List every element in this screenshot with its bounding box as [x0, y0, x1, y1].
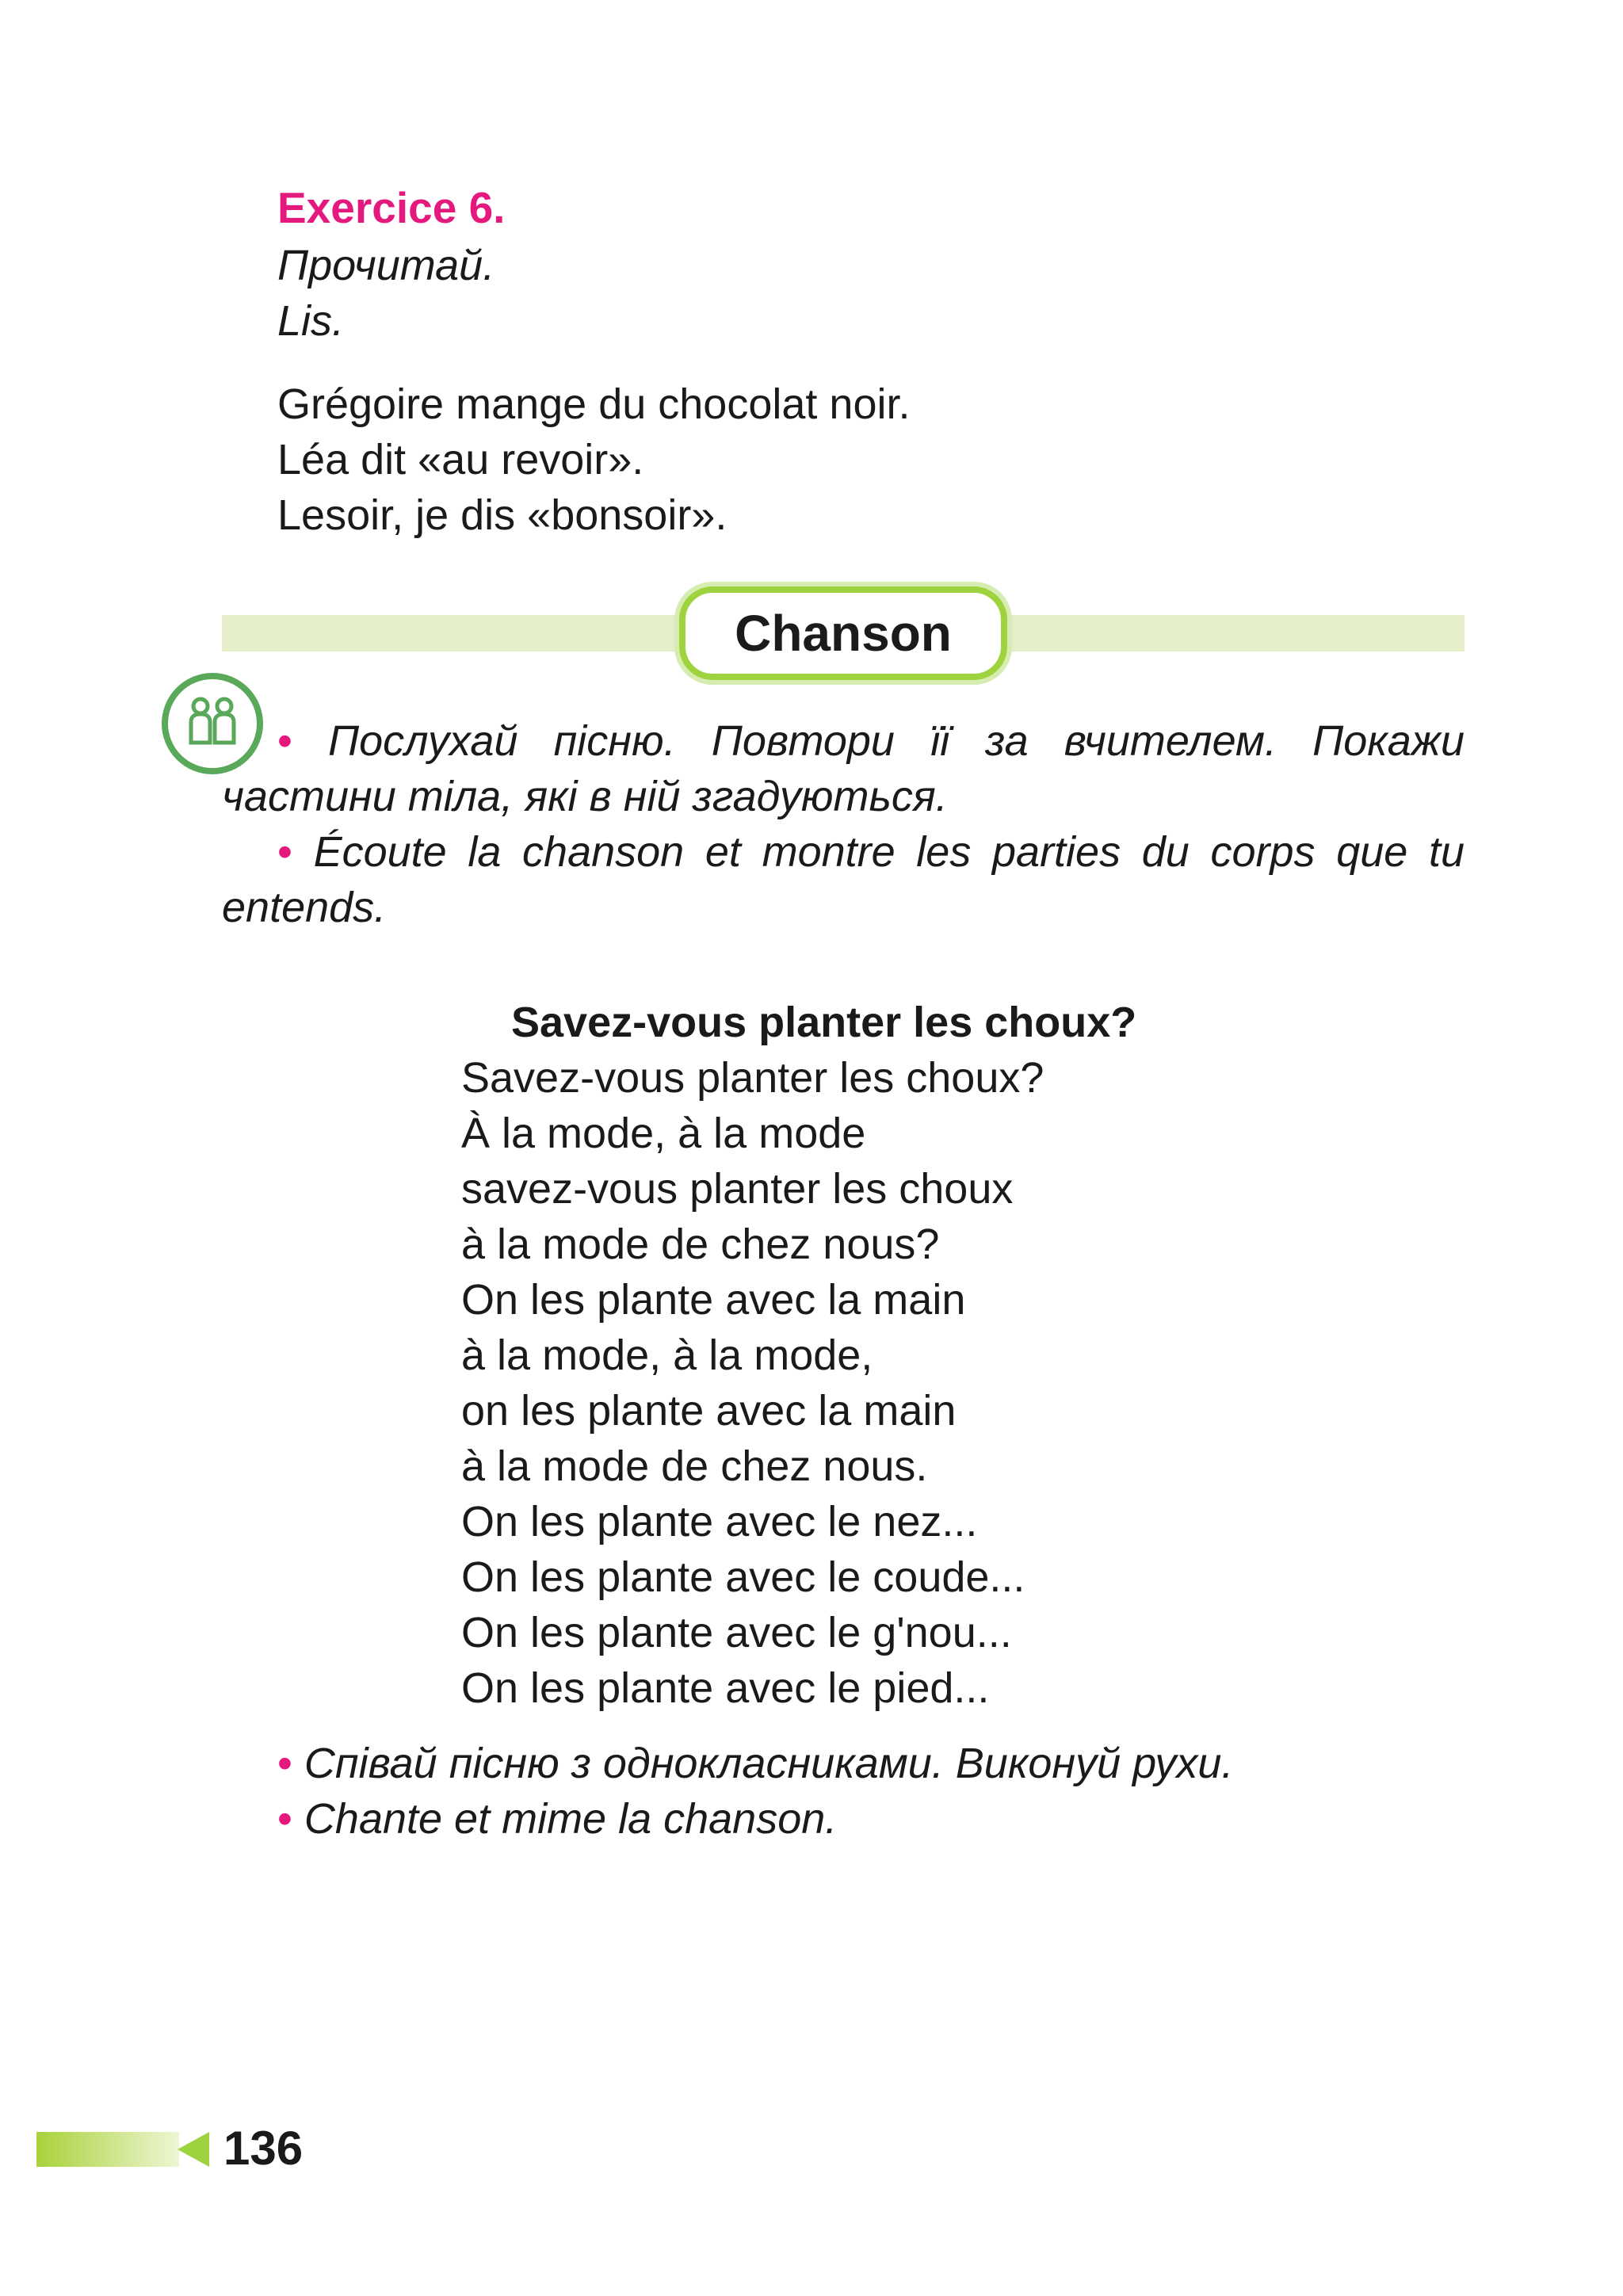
bullet-icon: •	[277, 1740, 292, 1787]
song-line: À la mode, à la mode	[461, 1110, 866, 1157]
song-line: On les plante avec le coude...	[461, 1553, 1025, 1601]
song-line: à la mode, à la mode,	[461, 1331, 873, 1379]
section-label	[679, 586, 1007, 680]
section-label-text: Chanson	[735, 605, 952, 662]
page-arrow-icon	[174, 2132, 209, 2167]
song-title: Savez-vous planter les choux?	[511, 999, 1137, 1046]
song-line: à la mode de chez nous.	[461, 1442, 928, 1490]
page-number: 136	[223, 2122, 304, 2175]
song-line: savez-vous planter les choux	[461, 1165, 1014, 1213]
song-line: On les plante avec le pied...	[461, 1664, 990, 1712]
page-footer-bar	[36, 2132, 179, 2167]
instruction-fr-1: • Écoute la chanson et montre les parties du corps que tu	[277, 828, 1465, 876]
song-line: On les plante avec le nez...	[461, 1498, 978, 1545]
instruction-uk-2: частини тіла, які в ній згадуються.	[222, 773, 948, 820]
instruction-uk: Прочитай.	[277, 242, 495, 289]
exercise-line: Lesoir, je dis «bonsoir».	[277, 491, 727, 539]
closing-uk: • Співай пісню з однокласниками. Виконуй рухи.	[277, 1740, 1234, 1787]
bullet-icon: •	[277, 828, 292, 876]
exercise-line: Grégoire mange du chocolat noir.	[277, 380, 911, 428]
song-line: Savez-vous planter les choux?	[461, 1054, 1044, 1102]
bullet-icon: •	[277, 1795, 292, 1843]
song-line: On les plante avec le g'nou...	[461, 1609, 1012, 1656]
instruction-fr: Lis.	[277, 297, 345, 345]
exercise-title: Exercice 6.	[277, 183, 506, 232]
pair-work-icon	[158, 670, 266, 777]
song-line: On les plante avec la main	[461, 1276, 966, 1324]
closing-fr: • Chante et mime la chanson.	[277, 1795, 838, 1843]
instruction-uk-1: • Послухай пісню. Повтори її за вчителем. Покажи	[277, 717, 1465, 765]
exercise-line: Léa dit «au revoir».	[277, 436, 644, 483]
song-lyrics	[461, 1050, 1044, 1716]
bullet-icon: •	[277, 717, 292, 765]
song-line: à la mode de chez nous?	[461, 1221, 940, 1268]
song-line: on les plante avec la main	[461, 1387, 957, 1435]
instruction-fr-2: entends.	[222, 884, 387, 931]
